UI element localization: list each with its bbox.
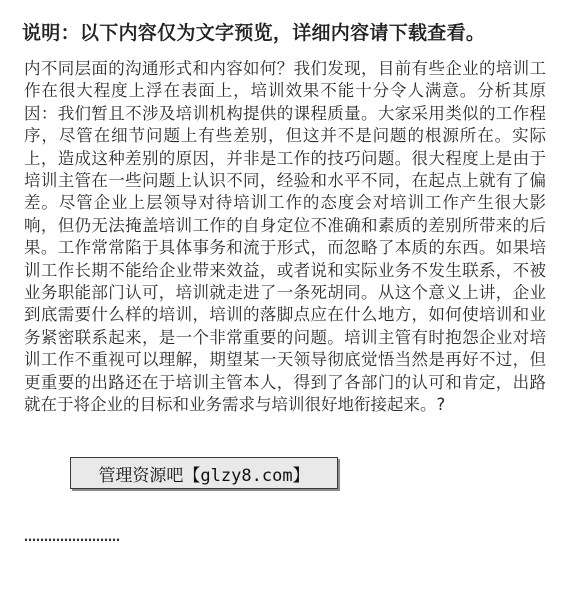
document-body-text: 内不同层面的沟通形式和内容如何？我们发现，目前有些企业的培训工作在很大程度上浮在表面上，培训效果不能十分令人满意。分析其原因：我们暂且不涉及培训机构提供的课程质量。大家采用类似的工作程序，尽管在细节问题上有些差别，但这并不是问题的根源所在。实际上，造成这种差别的原因，并非是工作的技巧问题。很大程度上是由于培训主管在一些问题上认识不同，经验和水平不同，在起点上就有了偏差。尽管企业上层领导对待培训工作的态度会对培训工作产生很大影响，但仍无法掩盖培训工作的自身定位不准确和素质的差别所带来的后果。工作常常陷于具体事务和流于形式，而忽略了本质的东西。如果培训工作长期不能给企业带来效益，或者说和实际业务不发生联系，不被业务职能部门认可，培训就走进了一条死胡同。从这个意义上讲，企业到底需要什么样的培训，培训的落脚点应在什么地方，如何使培训和业务紧密联系起来，是一个非常重要的问题。培训主管有时抱怨企业对培训工作不重视可以理解，期望某一天领导彻底觉悟当然是再好不过，但更重要的出路还在于培训主管本人，得到了各部门的认可和肯定，出路就在于将企业的目标和业务需求与培训很好地衔接起来。? xyxy=(24,59,546,415)
watermark-badge: 管理资源吧【glzy8.com】 xyxy=(70,457,338,489)
preview-notice: 说明：以下内容仅为文字预览，详细内容请下载查看。 xyxy=(22,22,486,44)
continuation-ellipsis: …………………… xyxy=(24,530,120,544)
